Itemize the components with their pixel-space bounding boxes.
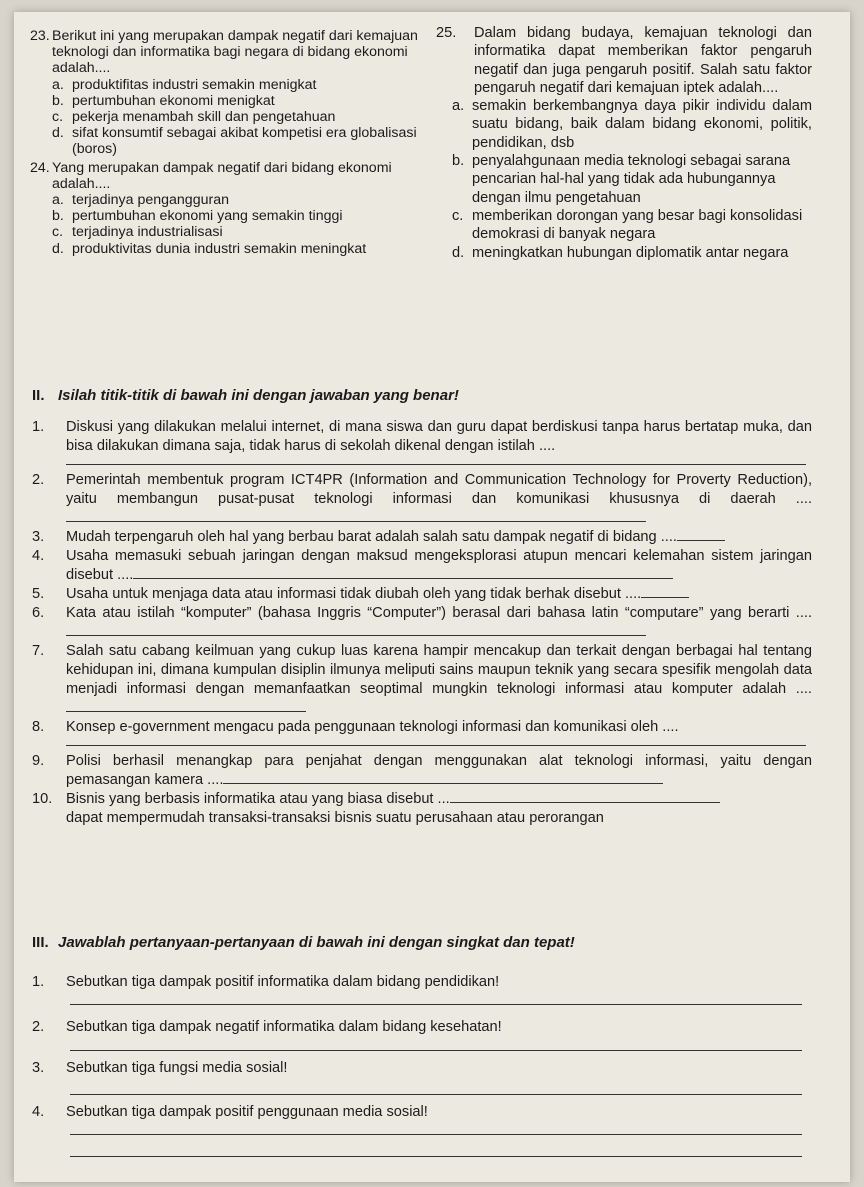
item-text: Pemerintah membentuk program ICT4PR (Information and Communication Technology for Proverty Reduction), yaitu membangun pusat-pusat teknologi informasi dan komunikasi khususnya di daerah .... bbox=[66, 472, 812, 507]
option-letter: d. bbox=[452, 244, 465, 261]
option-c bbox=[452, 207, 812, 244]
option-letter: c. bbox=[452, 207, 464, 224]
option-letter: c. bbox=[52, 109, 64, 126]
fill-item-3 bbox=[32, 528, 812, 547]
section-number: III. bbox=[32, 934, 49, 951]
fill-item-4 bbox=[32, 547, 812, 585]
item-text: Polisi berhasil menangkap para penjahat dengan menggunakan alat teknologi informasi, yaitu dengan pemasangan kamera .... bbox=[66, 753, 812, 788]
option-text: semakin berkembangnya daya pikir individu dalam suatu bidang, baik dalam bidang ekonomi, politik, pendidikan, dsb bbox=[472, 98, 812, 151]
item-number: 2. bbox=[32, 1019, 45, 1035]
item-number: 10. bbox=[32, 791, 53, 807]
question-number: 24. bbox=[30, 159, 50, 176]
item-text-continued: dapat mempermudah transaksi-transaksi bisnis suatu perusahaan atau perorangan bbox=[66, 810, 604, 826]
question-stem: Yang merupakan dampak negatif dari bidang ekonomi adalah.... bbox=[52, 159, 392, 192]
option-text: produktivitas dunia industri semakin meningkat bbox=[72, 240, 367, 257]
section-title: Isilah titik-titik di bawah ini dengan jawaban yang benar! bbox=[58, 387, 459, 404]
option-text: pekerja menambah skill dan pengetahuan bbox=[72, 109, 336, 126]
answer-line[interactable] bbox=[70, 1094, 802, 1095]
item-number: 7. bbox=[32, 643, 45, 659]
item-number: 6. bbox=[32, 605, 45, 621]
option-c bbox=[52, 109, 420, 125]
option-d bbox=[52, 125, 420, 157]
question-stem: Dalam bidang budaya, kemajuan teknologi dan informatika dapat memberikan faktor pengaruh negatif dan juga pengaruh positif. Salah satu faktor pengaruh negatif dari kemajuan iptek adalah.... bbox=[474, 25, 812, 96]
fill-item-5 bbox=[32, 585, 812, 604]
question-number: 25. bbox=[436, 25, 457, 41]
option-a bbox=[52, 192, 420, 208]
section-title: Jawablah pertanyaan-pertanyaan di bawah ini dengan singkat dan tepat! bbox=[58, 934, 575, 951]
option-d bbox=[452, 244, 812, 262]
option-letter: b. bbox=[52, 208, 64, 225]
item-number: 2. bbox=[32, 472, 45, 488]
option-text: meningkatkan hubungan diplomatik antar negara bbox=[472, 244, 789, 261]
fill-item-10 bbox=[32, 790, 812, 828]
item-number: 1. bbox=[32, 974, 45, 990]
item-text: Sebutkan tiga dampak positif penggunaan media sosial! bbox=[66, 1104, 428, 1120]
item-text: Kata atau istilah “komputer” (bahasa Inggris “Computer”) berasal dari bahasa latin “computare” yang berarti .... bbox=[66, 605, 812, 621]
option-a bbox=[452, 97, 812, 152]
item-number: 4. bbox=[32, 1104, 45, 1120]
item-number: 1. bbox=[32, 419, 45, 435]
answer-blank[interactable] bbox=[66, 456, 806, 465]
answer-blank[interactable] bbox=[223, 771, 663, 784]
option-letter: b. bbox=[52, 92, 64, 109]
item-text: Salah satu cabang keilmuan yang cukup luas karena hampir mencakup dan terkait dengan berbagai hal tentang kehidupan ini, dimana kumpulan disiplin ilmunya meliputi sains maupun teknik yang secara spesifik mengolah data menjadi informasi dengan memanfaatkan seoptimal mungkin teknologi informasi atau komputer adalah .... bbox=[66, 643, 812, 697]
answer-line[interactable] bbox=[70, 1134, 802, 1135]
option-d bbox=[52, 241, 420, 257]
question-number: 23. bbox=[30, 28, 50, 44]
answer-blank[interactable] bbox=[450, 790, 720, 803]
option-text: pertumbuhan ekonomi menigkat bbox=[72, 92, 275, 109]
section-number: II. bbox=[32, 387, 45, 404]
item-text: Bisnis yang berbasis informatika atau yang biasa disebut ... bbox=[66, 791, 450, 807]
option-letter: d. bbox=[52, 240, 64, 257]
fill-item-2 bbox=[32, 471, 812, 528]
answer-blank[interactable] bbox=[677, 528, 725, 541]
fill-item-7 bbox=[32, 642, 812, 718]
item-text: Mudah terpengaruh oleh hal yang berbau barat adalah salah satu dampak negatif di bidang .... bbox=[66, 529, 677, 545]
item-text: Sebutkan tiga dampak negatif informatika dalam bidang kesehatan! bbox=[66, 1019, 502, 1035]
mc-left-column bbox=[30, 28, 420, 257]
option-letter: c. bbox=[52, 224, 64, 241]
option-text: produktifitas industri semakin menigkat bbox=[72, 76, 317, 93]
item-text: Konsep e-government mengacu pada penggunaan teknologi informasi dan komunikasi oleh .... bbox=[66, 719, 679, 735]
option-letter: a. bbox=[52, 76, 64, 93]
answer-blank[interactable] bbox=[66, 737, 806, 746]
item-number: 4. bbox=[32, 548, 45, 564]
short-answer-item-1 bbox=[32, 974, 812, 990]
option-letter: a. bbox=[52, 192, 64, 209]
answer-blank[interactable] bbox=[66, 509, 646, 522]
option-b bbox=[52, 208, 420, 224]
item-text: Usaha untuk menjaga data atau informasi tidak diubah oleh yang tidak berhak disebut .... bbox=[66, 586, 642, 602]
answer-blank[interactable] bbox=[66, 623, 646, 636]
question-23 bbox=[30, 28, 420, 158]
short-answer-item-4 bbox=[32, 1104, 812, 1120]
item-text: Diskusi yang dilakukan melalui internet, di mana siswa dan guru dapat berdiskusi tanpa harus bertatap muka, dan bisa dilakukan dimana saja, tidak harus di sekolah dikenal dengan istilah .... bbox=[66, 419, 812, 454]
item-text: Sebutkan tiga fungsi media sosial! bbox=[66, 1060, 288, 1076]
option-c bbox=[52, 224, 420, 240]
short-answer-item-3 bbox=[32, 1060, 812, 1076]
answer-line[interactable] bbox=[70, 1156, 802, 1157]
fill-item-8 bbox=[32, 718, 812, 737]
item-number: 8. bbox=[32, 719, 45, 735]
item-text: Usaha memasuki sebuah jaringan dengan maksud mengeksplorasi atupun mencari kelemahan sistem jaringan disebut .... bbox=[66, 548, 812, 583]
option-letter: d. bbox=[52, 125, 64, 142]
option-text: memberikan dorongan yang besar bagi konsolidasi demokrasi di banyak negara bbox=[472, 207, 803, 243]
answer-line[interactable] bbox=[70, 1004, 802, 1005]
answer-blank[interactable] bbox=[133, 566, 673, 579]
question-stem: Berikut ini yang merupakan dampak negatif dari kemajuan teknologi dan informatika bagi negara di bidang ekonomi adalah.... bbox=[52, 28, 418, 77]
item-number: 3. bbox=[32, 529, 45, 545]
answer-line[interactable] bbox=[70, 1050, 802, 1051]
option-letter: a. bbox=[452, 98, 465, 115]
option-b bbox=[452, 152, 812, 207]
section-3-heading bbox=[32, 934, 575, 951]
question-24 bbox=[30, 160, 420, 257]
short-answer-item-2 bbox=[32, 1019, 812, 1035]
answer-blank[interactable] bbox=[66, 699, 306, 712]
option-letter: b. bbox=[452, 153, 465, 170]
fill-item-6 bbox=[32, 604, 812, 642]
item-number: 3. bbox=[32, 1060, 45, 1076]
fill-in-list bbox=[32, 418, 812, 828]
option-text: penyalahgunaan media teknologi sebagai sarana pencarian hal-hal yang tidak ada hubungannya dengan ilmu pengetahuan bbox=[472, 153, 791, 206]
option-text: pertumbuhan ekonomi yang semakin tinggi bbox=[72, 208, 343, 225]
item-number: 9. bbox=[32, 753, 45, 769]
question-25 bbox=[436, 24, 812, 262]
option-text: terjadinya pengangguran bbox=[72, 192, 229, 209]
section-2-heading bbox=[32, 387, 459, 404]
fill-item-1 bbox=[32, 418, 812, 456]
option-b bbox=[52, 93, 420, 109]
answer-blank[interactable] bbox=[641, 585, 689, 598]
option-text: terjadinya industrialisasi bbox=[72, 224, 223, 241]
item-number: 5. bbox=[32, 586, 45, 602]
mc-right-column bbox=[436, 24, 812, 262]
option-text: sifat konsumtif sebagai akibat kompetisi era globalisasi (boros) bbox=[72, 125, 417, 158]
option-a bbox=[52, 77, 420, 93]
item-text: Sebutkan tiga dampak positif informatika dalam bidang pendidikan! bbox=[66, 974, 500, 990]
fill-item-9 bbox=[32, 752, 812, 790]
